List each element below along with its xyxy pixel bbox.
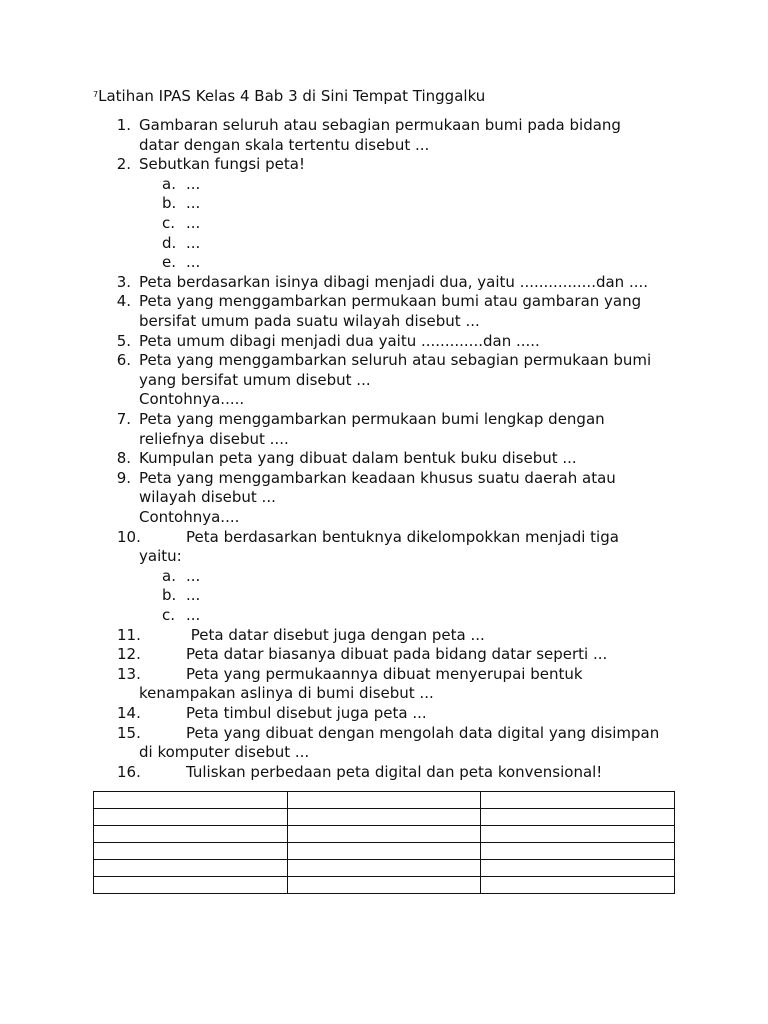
question-text: reliefnya disebut .... (139, 429, 289, 448)
table-row (94, 877, 675, 894)
answer-blank: ... (186, 566, 201, 585)
question-text: Peta berdasarkan bentuknya dikelompokkan menjadi tiga (186, 527, 619, 546)
answer-blank: ... (186, 253, 201, 272)
question-number: 7. (116, 410, 131, 428)
question-text: Peta yang menggambarkan seluruh atau sebagian permukaan bumi (139, 351, 652, 370)
question-text: Peta berdasarkan isinya dibagi menjadi dua, yaitu ................dan .... (139, 272, 649, 291)
table-cell (481, 843, 675, 860)
sub-letter: b. (162, 194, 177, 213)
question-number: 8. (116, 449, 131, 468)
question-text: di komputer disebut ... (139, 743, 310, 762)
question-number: 9. (116, 468, 131, 487)
question-text: Sebutkan fungsi peta! (139, 155, 305, 174)
question-number: 3. (116, 272, 131, 291)
question-text: Peta timbul disebut juga peta ... (186, 704, 427, 722)
table-cell (287, 843, 481, 860)
question-text: Peta yang menggambarkan permukaan bumi atau gambaran yang (139, 292, 642, 311)
sub-letter: c. (162, 214, 176, 232)
table-row (94, 809, 675, 826)
table-cell (481, 877, 675, 894)
table-cell (94, 877, 288, 894)
question-text: Kumpulan peta yang dibuat dalam bentuk buku disebut ... (139, 449, 577, 468)
table-row (94, 843, 675, 860)
answer-blank: ... (186, 586, 201, 605)
question-number: 2. (116, 155, 131, 174)
table-cell (287, 792, 481, 809)
question-text: datar dengan skala tertentu disebut ... (139, 135, 430, 154)
table-cell (287, 877, 481, 894)
question-text: bersifat umum pada suatu wilayah disebut ... (139, 312, 480, 330)
question-text: yaitu: (139, 547, 182, 566)
question-text: Contohnya..... (139, 390, 245, 409)
question-number: 15. (117, 723, 141, 742)
table-row (94, 826, 675, 843)
question-text: Peta umum dibagi menjadi dua yaitu .............dan ..... (139, 331, 540, 350)
question-text: Peta datar biasanya dibuat pada bidang datar seperti ... (186, 645, 608, 664)
sub-letter: e. (162, 253, 176, 272)
title-text: Latihan IPAS Kelas 4 Bab 3 di Sini Tempat Tinggalku (98, 87, 486, 105)
question-number: 10. (117, 527, 141, 546)
table-cell (287, 860, 481, 877)
question-text: Gambaran seluruh atau sebagian permukaan bumi pada bidang (139, 116, 621, 134)
table-cell (94, 809, 288, 826)
answer-blank: ... (186, 194, 201, 213)
table-cell (287, 826, 481, 843)
question-text: Peta yang permukaannya dibuat menyerupai bentuk (186, 664, 583, 683)
sub-letter: b. (162, 586, 177, 605)
answer-blank: ... (186, 606, 201, 624)
table-cell (481, 792, 675, 809)
footnote-marker: 7 (93, 90, 99, 99)
question-number: 1. (116, 116, 131, 134)
sub-letter: d. (162, 233, 177, 252)
table-cell (481, 826, 675, 843)
question-text: Peta yang menggambarkan permukaan bumi lengkap dengan (139, 410, 605, 428)
page-title (93, 86, 485, 106)
table-cell (94, 843, 288, 860)
question-number: 16. (117, 762, 141, 781)
comparison-table (93, 791, 675, 894)
table-cell (481, 860, 675, 877)
answer-blank: ... (186, 233, 201, 252)
question-text: kenampakan aslinya di bumi disebut ... (139, 684, 434, 703)
question-text: Peta yang menggambarkan keadaan khusus suatu daerah atau (139, 468, 616, 487)
sub-letter: a. (162, 566, 176, 585)
question-number: 14. (117, 704, 141, 722)
table-cell (94, 826, 288, 843)
table-cell (94, 860, 288, 877)
answer-blank: ... (186, 214, 201, 232)
question-text: Peta yang dibuat dengan mengolah data digital yang disimpan (186, 723, 660, 742)
question-number: 6. (116, 351, 131, 370)
question-number: 5. (116, 331, 131, 350)
sub-letter: c. (162, 606, 176, 624)
question-number: 11. (117, 625, 141, 644)
table-row (94, 792, 675, 809)
question-text: wilayah disebut ... (139, 488, 276, 507)
question-text: Peta datar disebut juga dengan peta ... (186, 625, 485, 644)
question-number: 12. (117, 645, 141, 664)
sub-letter: a. (162, 174, 176, 193)
question-text: Tuliskan perbedaan peta digital dan peta konvensional! (186, 762, 603, 781)
question-number: 13. (117, 664, 141, 683)
table-cell (481, 809, 675, 826)
question-text: Contohnya.... (139, 508, 240, 526)
answer-blank: ... (186, 174, 201, 193)
table-cell (94, 792, 288, 809)
question-text: yang bersifat umum disebut ... (139, 370, 371, 389)
table-row (94, 860, 675, 877)
question-number: 4. (116, 292, 131, 311)
table-cell (287, 809, 481, 826)
